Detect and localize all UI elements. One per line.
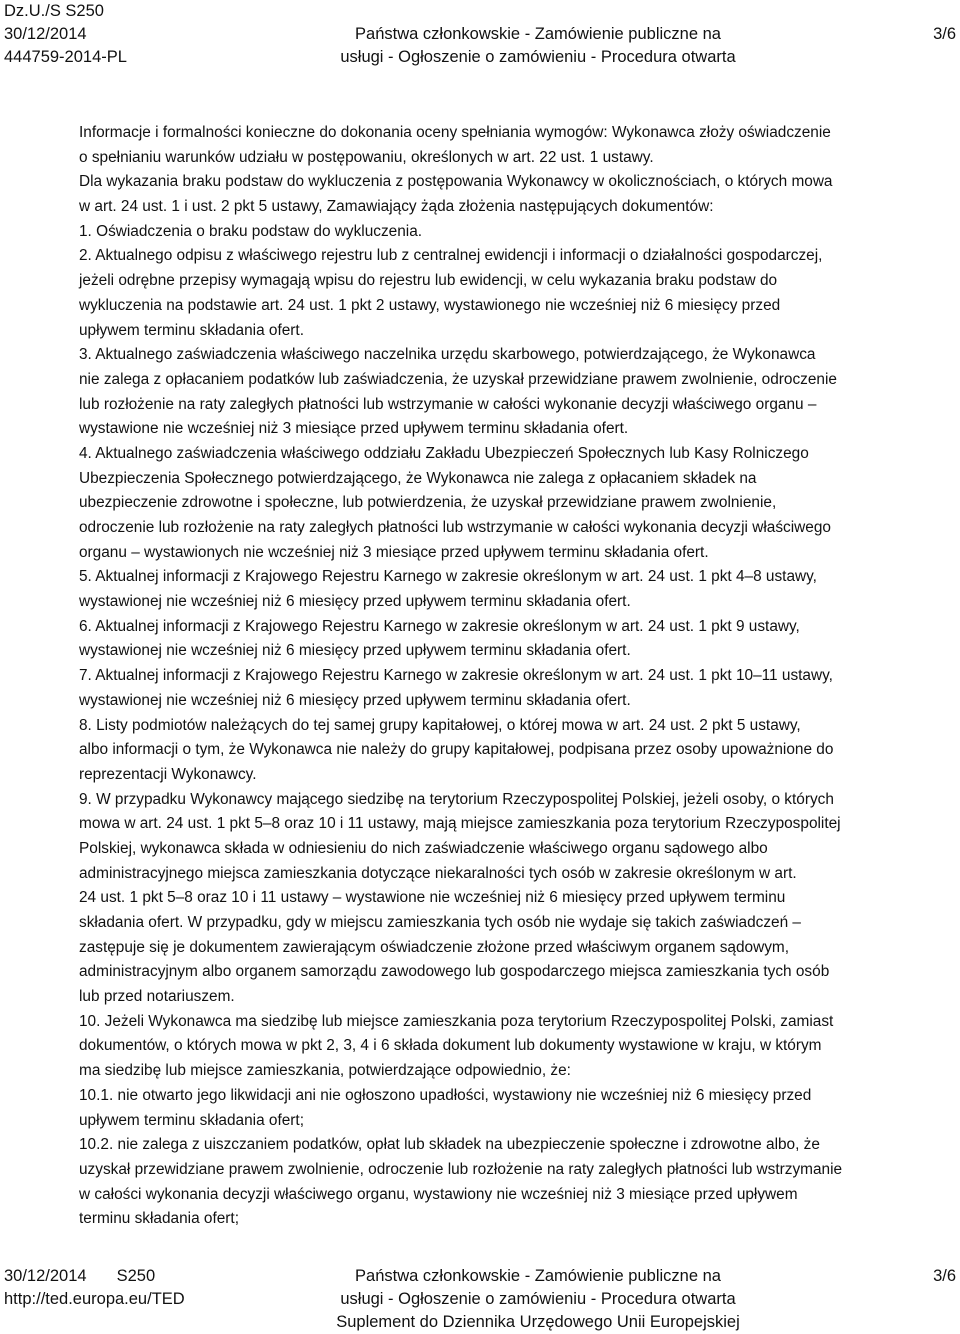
body-text-line: ubezpieczenie zdrowotne i społeczne, lub potwierdzenia, że uzyskał przewidziane prawem zwolnienie, xyxy=(79,494,777,512)
footer-url[interactable]: http://ted.europa.eu/TED xyxy=(4,1290,185,1308)
body-text-line: jeżeli odrębne przepisy wymagają wpisu do rejestru lub ewidencji, w celu wykazania braku podstaw do xyxy=(79,272,778,290)
body-text-line: odroczenie lub rozłożenie na raty zaległych płatności lub wstrzymanie w całości wykonania decyzji właściwego xyxy=(79,519,831,536)
body-text-line: organu – wystawionych nie wcześniej niż 3 miesiące przed upływem terminu składania ofert. xyxy=(79,543,709,561)
body-text-line: Dla wykazania braku podstaw do wykluczenia z postępowania Wykonawcy w okolicznościach, o których mowa xyxy=(79,173,833,191)
header-date: 30/12/2014 xyxy=(4,25,87,43)
body-text-line: lub przed notariuszem. xyxy=(79,988,235,1006)
page-footer-title xyxy=(300,1265,776,1334)
body-text-line: 10. Jeżeli Wykonawca ma siedzibę lub miejsce zamieszkania poza terytorium Rzeczypospolitej Polski, zamiast xyxy=(79,1012,834,1030)
body-text-line: zastępuje się je dokumentem zawierającym oświadczenie złożone przed właściwym organem sądowym, xyxy=(79,938,789,956)
page-footer-left xyxy=(4,1265,185,1311)
page-header-left xyxy=(4,0,127,69)
body-text-line: upływem terminu składania ofert. xyxy=(79,321,304,339)
header-title-line-1: Państwa członkowskie - Zamówienie publiczne na xyxy=(355,25,721,43)
footer-date: 30/12/2014 xyxy=(4,1267,87,1285)
body-text-line: 7. Aktualnej informacji z Krajowego Rejestru Karnego w zakresie określonym w art. 24 ust. 1 pkt 10–11 ustawy, xyxy=(79,667,833,685)
body-text-line: 10.1. nie otwarto jego likwidacji ani nie ogłoszono upadłości, wystawiony nie wcześniej niż 6 miesięcy przed xyxy=(79,1086,812,1104)
body-text-line: wykluczenia na podstawie art. 24 ust. 1 pkt 2 ustawy, wystawionego nie wcześniej niż 6 miesięcy przed xyxy=(79,296,781,314)
body-text-line: 6. Aktualnej informacji z Krajowego Rejestru Karnego w zakresie określonym w art. 24 ust. 1 pkt 9 ustawy, xyxy=(79,617,800,635)
body-text-line: mowa w art. 24 ust. 1 pkt 5–8 oraz 10 i 11 ustawy, mają miejsce zamieszkania poza terytorium Rzeczypospolitej xyxy=(79,815,841,833)
body-text-line: 3. Aktualnego zaświadczenia właściwego naczelnika urzędu skarbowego, potwierdzającego, że Wykonawca xyxy=(79,346,816,364)
body-text-line: wystawione nie wcześniej niż 3 miesiące przed upływem terminu składania ofert. xyxy=(79,420,629,438)
footer-title-line-3: Suplement do Dziennika Urzędowego Unii Europejskiej xyxy=(336,1313,740,1331)
header-title-line-2: usługi - Ogłoszenie o zamówieniu - Procedura otwarta xyxy=(340,48,736,66)
body-text-line: wystawionej nie wcześniej niż 6 miesięcy przed upływem terminu składania ofert. xyxy=(79,642,631,660)
body-text-line: dokumentów, o których mowa w pkt 2, 3, 4 i 6 składa dokument lub dokumenty wystawione w kraju, w którym xyxy=(79,1037,822,1055)
body-text-line: 5. Aktualnej informacji z Krajowego Rejestru Karnego w zakresie określonym w art. 24 ust. 1 pkt 4–8 ustawy, xyxy=(79,568,817,586)
body-text-line: wystawionej nie wcześniej niż 6 miesięcy przed upływem terminu składania ofert. xyxy=(79,593,631,611)
notice-id: 444759-2014-PL xyxy=(4,48,127,66)
body-text-line: 8. Listy podmiotów należących do tej samej grupy kapitałowej, o której mowa w art. 24 ust. 2 pkt 5 ustawy, xyxy=(79,716,801,734)
body-text-line: 9. W przypadku Wykonawcy mającego siedzibę na terytorium Rzeczypospolitej Polskiej, jeżeli osoby, o których xyxy=(79,790,834,808)
body-text-line: w całości wykonania decyzji właściwego organu, wystawiony nie wcześniej niż 3 miesiące przed upływem xyxy=(79,1185,798,1203)
body-text-line: w art. 24 ust. 1 i ust. 2 pkt 5 ustawy, Zamawiający żąda złożenia następujących dokumentów: xyxy=(79,198,714,216)
journal-reference: Dz.U./S S250 xyxy=(4,2,104,20)
footer-page-number: 3/6 xyxy=(933,1267,956,1285)
body-text-line: Informacje i formalności konieczne do dokonania oceny spełniania wymogów: Wykonawca złoży oświadczenie xyxy=(79,124,831,141)
body-text-line: 2. Aktualnego odpisu z właściwego rejestru lub z centralnej ewidencji i informacji o działalności gospodarczej, xyxy=(79,247,823,265)
header-page-number: 3/6 xyxy=(933,25,956,43)
body-text-line: terminu składania ofert; xyxy=(79,1210,239,1228)
body-text-line: ma siedzibę lub miejsce zamieszkania, potwierdzające odpowiednio, że: xyxy=(79,1062,571,1080)
document-body xyxy=(79,121,959,1232)
body-text-line: 4. Aktualnego zaświadczenia właściwego oddziału Zakładu Ubezpieczeń Społecznych lub Kasy Rolniczego xyxy=(79,444,809,462)
body-text-line: administracyjnym albo organem samorządu zawodowego lub gospodarczego miejsca zamieszkania tych osób xyxy=(79,963,830,981)
page-header-title xyxy=(330,23,746,69)
body-text-line: lub rozłożenie na raty zaległych płatności lub wstrzymanie w całości wykonanie decyzji właściwego organu – xyxy=(79,395,817,413)
body-text-line: Ubezpieczenia Społecznego potwierdzającego, że Wykonawca nie zalega z opłacaniem składek na xyxy=(79,469,757,487)
body-text-line: upływem terminu składania ofert; xyxy=(79,1111,304,1129)
body-text-line: nie zalega z opłacaniem podatków lub zaświadczenia, że uzyskał przewidziane prawem zwolnienie, odroczenie xyxy=(79,370,837,388)
body-text-line: o spełnianiu warunków udziału w postępowaniu, określonych w art. 22 ust. 1 ustawy. xyxy=(79,148,654,166)
body-text-line: 24 ust. 1 pkt 5–8 oraz 10 i 11 ustawy – wystawione nie wcześniej niż 6 miesięcy przed upływem terminu xyxy=(79,889,786,907)
footer-title-line-1: Państwa członkowskie - Zamówienie publiczne na xyxy=(355,1267,721,1285)
body-text-line: wystawionej nie wcześniej niż 6 miesięcy przed upływem terminu składania ofert. xyxy=(79,691,631,709)
body-text-line: 1. Oświadczenia o braku podstaw do wykluczenia. xyxy=(79,222,423,240)
body-text-line: uzyskał przewidziane prawem zwolnienie, odroczenie lub rozłożenie na raty zaległych płatności lub wstrzymanie xyxy=(79,1160,843,1178)
body-text-line: 10.2. nie zalega z uiszczaniem podatków, opłat lub składek na ubezpieczenie społeczne i zdrowotne albo, że xyxy=(79,1136,820,1154)
footer-title-line-2: usługi - Ogłoszenie o zamówieniu - Procedura otwarta xyxy=(340,1290,736,1308)
body-text-line: Polskiej, wykonawca składa w odniesieniu do nich zaświadczenie właściwego organu sądowego albo xyxy=(79,839,768,857)
body-text-line: albo informacji o tym, że Wykonawca nie należy do grupy kapitałowej, podpisana przez osoby upoważnione do xyxy=(79,741,834,759)
body-text-line: reprezentacji Wykonawcy. xyxy=(79,765,257,783)
body-text-line: składania ofert. W przypadku, gdy w miejscu zamieszkania tych osób nie wydaje się takich zaświadczeń – xyxy=(79,914,801,931)
body-text-line: administracyjnego miejsca zamieszkania dotyczące niekaralności tych osób w zakresie określonym w art. xyxy=(79,864,797,882)
footer-series: S250 xyxy=(116,1267,156,1285)
